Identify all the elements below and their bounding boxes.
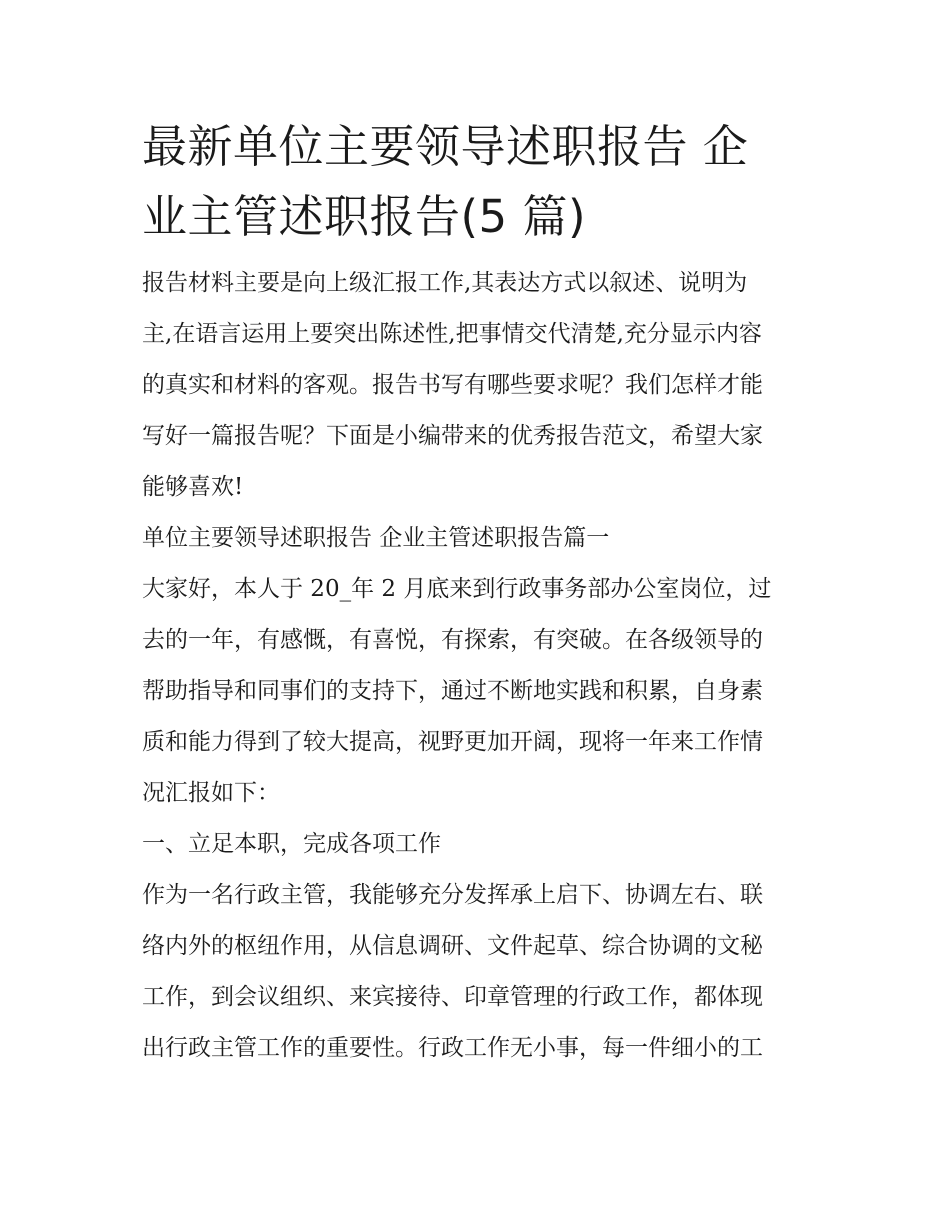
document-title — [142, 112, 814, 252]
document-content — [142, 112, 814, 1074]
body-line-8: 去的一年，有感慨，有喜悦，有探索，有突破。在各级领导的 — [142, 627, 763, 653]
body-line-13: 作为一名行政主管，我能够充分发挥承上启下、协调左右、联 — [142, 882, 763, 908]
title-line-2: 业主管述职报告(5 篇) — [142, 190, 587, 243]
body-line-3: 的真实和材料的客观。报告书写有哪些要求呢？我们怎样才能 — [142, 372, 763, 398]
body-line-1: 报告材料主要是向上级汇报工作,其表达方式以叙述、说明为 — [142, 270, 748, 296]
body-line-2: 主,在语言运用上要突出陈述性,把事情交代清楚,充分显示内容 — [142, 321, 762, 347]
body-line-16: 出行政主管工作的重要性。行政工作无小事，每一件细小的工 — [142, 1035, 763, 1061]
body-line-7: 大家好，本人于 20_年 2 月底来到行政事务部办公室岗位，过 — [142, 576, 772, 602]
document-body — [142, 258, 814, 1074]
body-line-15: 工作，到会议组织、来宾接待、印章管理的行政工作，都体现 — [142, 984, 763, 1010]
body-line-9: 帮助指导和同事们的支持下，通过不断地实践和积累，自身素 — [142, 678, 763, 704]
body-line-10: 质和能力得到了较大提高，视野更加开阔，现将一年来工作情 — [142, 729, 763, 755]
body-line-4: 写好一篇报告呢？下面是小编带来的优秀报告范文，希望大家 — [142, 423, 763, 449]
body-line-5: 能够喜欢! — [142, 474, 244, 500]
body-line-11: 况汇报如下： — [142, 780, 280, 806]
section-heading-1: 单位主要领导述职报告 企业主管述职报告篇一 — [142, 525, 610, 551]
title-line-1: 最新单位主要领导述职报告 企 — [142, 120, 749, 173]
subheading-1: 一、立足本职，完成各项工作 — [142, 831, 441, 857]
body-line-14: 络内外的枢纽作用，从信息调研、文件起草、综合协调的文秘 — [142, 933, 763, 959]
